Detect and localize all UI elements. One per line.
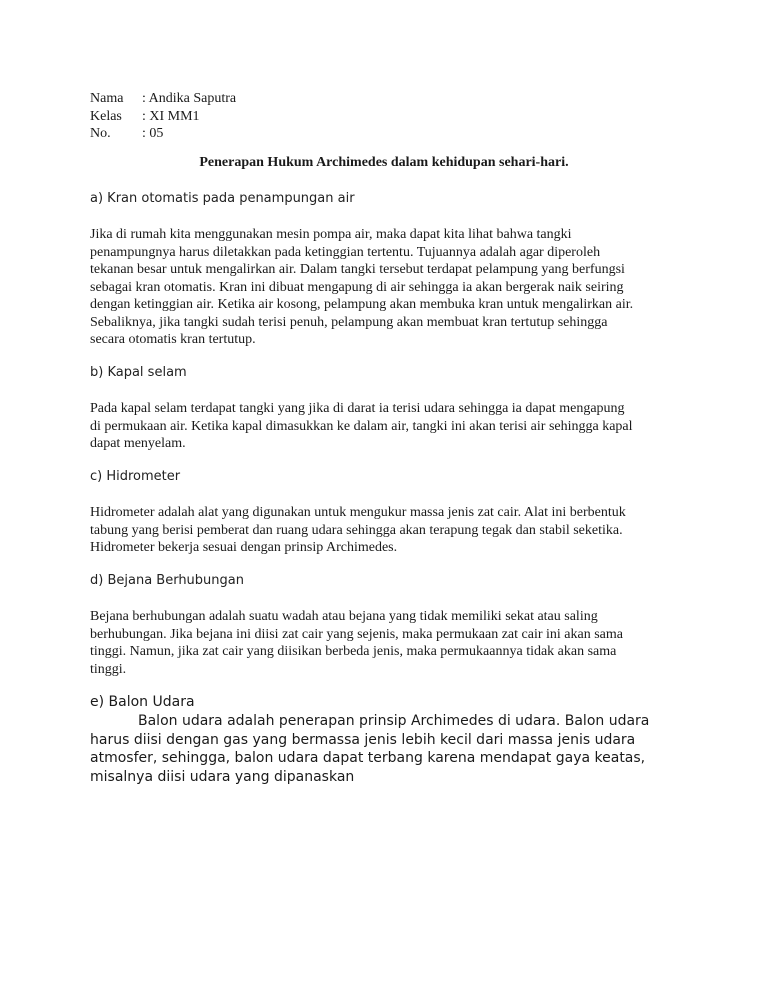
section-body-bejana-berhubungan (90, 608, 690, 678)
name-value: : Andika Saputra (142, 91, 237, 106)
number-row (90, 125, 236, 143)
paragraph-line: tinggi. (90, 661, 127, 677)
section-heading-bejana-berhubungan: d) Bejana Berhubungan (90, 573, 244, 588)
section-body-kapal-selam (90, 400, 690, 453)
paragraph-line: penampungnya harus diletakkan pada ketinggian tertentu. Tujuannya adalah agar diperoleh (90, 244, 601, 260)
paragraph-line: Bejana berhubungan adalah suatu wadah atau bejana yang tidak memiliki sekat atau saling (90, 609, 598, 624)
paragraph-line: berhubungan. Jika bejana ini diisi zat cair yang sejenis, maka permukaan zat cair ini akan sama (90, 626, 623, 642)
section-body-balon-udara (90, 712, 690, 786)
paragraph-line: di permukaan air. Ketika kapal dimasukkan ke dalam air, tangki ini akan terisi air sehingga kapal (90, 418, 633, 434)
section-heading-balon-udara: e) Balon Udara (90, 694, 195, 710)
class-row (90, 108, 236, 126)
paragraph-line: dapat menyelam. (90, 436, 186, 451)
number-value: : 05 (142, 126, 164, 141)
paragraph-line: Jika di rumah kita menggunakan mesin pompa air, maka dapat kita lihat bahwa tangki (90, 227, 572, 242)
paragraph-line: Sebaliknya, jika tangki sudah terisi penuh, pelampung akan membuat kran tertutup sehingga (90, 314, 608, 330)
paragraph-line: Hidrometer bekerja sesuai dengan prinsip Archimedes. (90, 540, 398, 555)
paragraph-line: sebagai kran otomatis. Kran ini dibuat mengapung di air sehingga ia akan bergerak naik seiring (90, 279, 624, 295)
paragraph-line: Pada kapal selam terdapat tangki yang jika di darat ia terisi udara sehingga ia dapat mengapung (90, 401, 625, 416)
section-body-hidrometer (90, 504, 690, 557)
paragraph-line: Hidrometer adalah alat yang digunakan untuk mengukur massa jenis zat cair. Alat ini berbentuk (90, 505, 626, 520)
paragraph-line: tekanan besar untuk mengalirkan air. Dalam tangki tersebut terdapat pelampung yang berfungsi (90, 262, 625, 277)
name-row (90, 90, 236, 108)
document-title: Penerapan Hukum Archimedes dalam kehidupan sehari-hari. (199, 155, 569, 170)
section-heading-kran-otomatis: a) Kran otomatis pada penampungan air (90, 191, 355, 206)
section-body-kran-otomatis (90, 226, 690, 349)
paragraph-line: harus diisi dengan gas yang bermassa jenis lebih kecil dari massa jenis udara (90, 731, 636, 748)
student-identity (90, 90, 236, 143)
paragraph-line: Balon udara adalah penerapan prinsip Archimedes di udara. Balon udara (138, 713, 650, 729)
paragraph-line: secara otomatis kran tertutup. (90, 332, 256, 347)
class-value: : XI MM1 (142, 108, 200, 124)
class-label: Kelas (90, 108, 122, 124)
section-heading-hidrometer: c) Hidrometer (90, 469, 181, 484)
paragraph-line: atmosfer, sehingga, balon udara dapat terbang karena mendapat gaya keatas, (90, 750, 646, 766)
section-heading-kapal-selam: b) Kapal selam (90, 365, 187, 380)
name-label: Nama (90, 91, 124, 106)
paragraph-line: tabung yang berisi pemberat dan ruang udara sehingga akan terapung tegak dan stabil seketika. (90, 522, 623, 538)
paragraph-line: misalnya diisi udara yang dipanaskan (90, 768, 355, 785)
number-label: No. (90, 126, 111, 141)
paragraph-line: tinggi. Namun, jika zat cair yang diisikan berbeda jenis, maka permukaannya tidak akan sama (90, 644, 617, 659)
paragraph-line: dengan ketinggian air. Ketika air kosong, pelampung akan membuka kran untuk mengalirkan air. (90, 297, 634, 312)
